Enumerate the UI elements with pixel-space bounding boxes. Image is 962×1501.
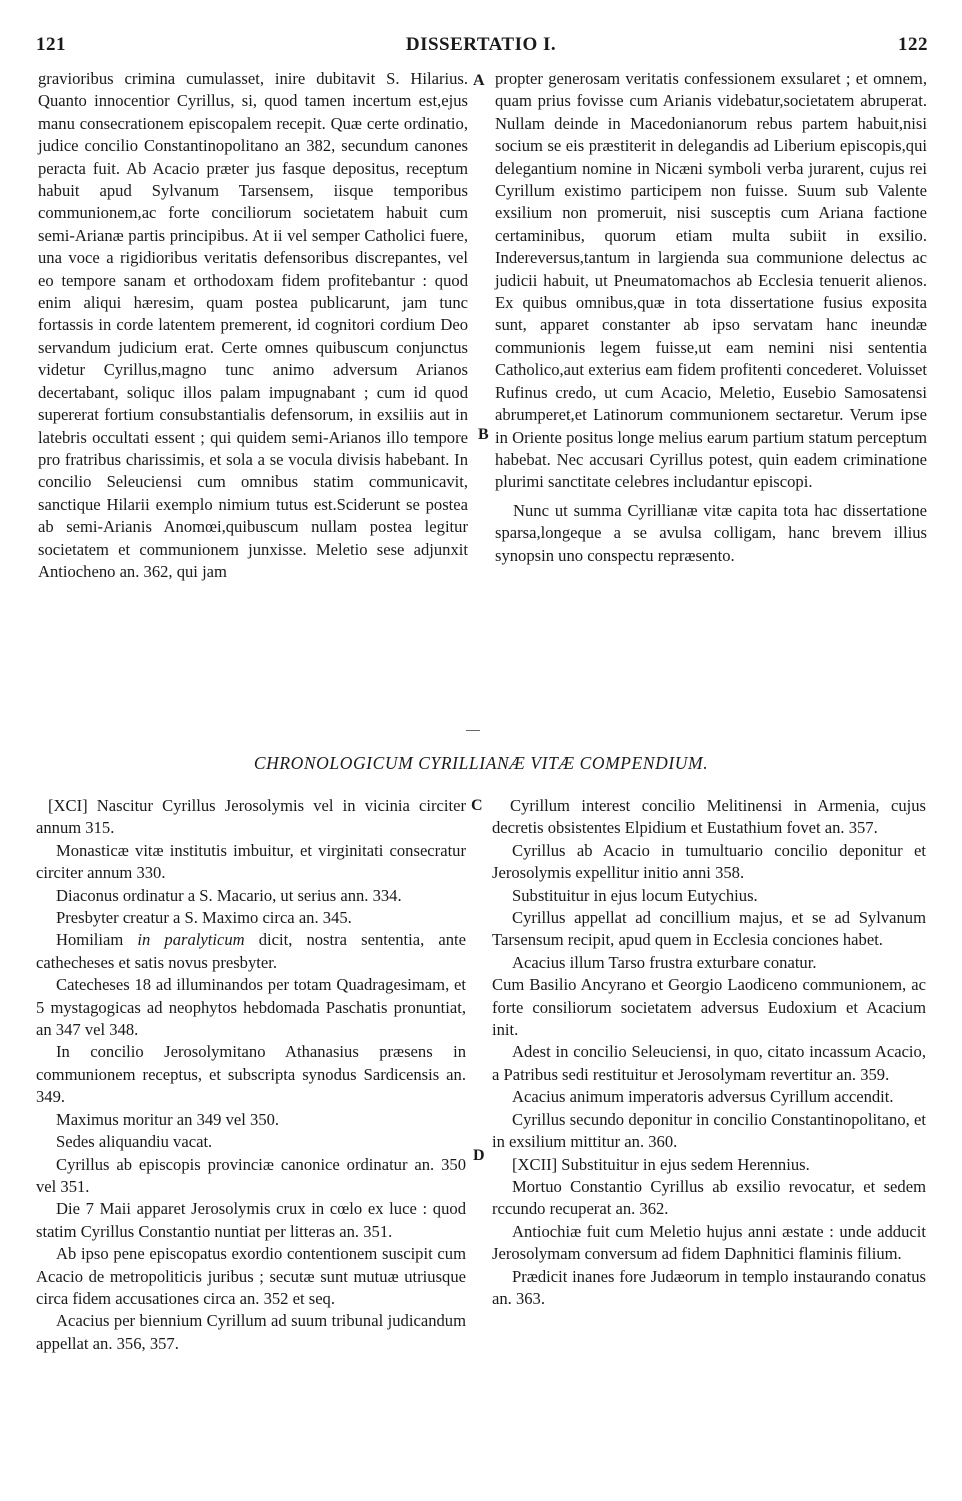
chronology-entry: Cyrillus secundo deponitur in concilio Constantinopolitano, et in exsilium mittitur an. 360. [492, 1109, 926, 1152]
chronology-entry-homily [36, 929, 466, 974]
chronology-entry: [XCI] Nascitur Cyrillus Jerosolymis vel in vicinia circiter annum 315. [36, 796, 466, 838]
paragraph: Nunc ut summa Cyrillianæ vitæ capita tota hac dissertatione sparsa,longeque a se avulsa colligam, hanc brevem illius synopsin uno conspectu repræsento. [495, 500, 927, 565]
chronology-entry: Cyrillus appellat ad concillium majus, et se ad Sylvanum Tarsensum recipit, apud quem in Ecclesia conciones habet. [492, 908, 926, 950]
chronology-entry: Monasticæ vitæ institutis imbuitur, et virginitati consecratur circiter annum 330. [36, 840, 466, 883]
chronology-entry: Acacius illum Tarso frustra exturbare conatur. [512, 952, 817, 972]
margin-marker-a: A [473, 72, 485, 89]
page-number-right: 122 [898, 34, 928, 55]
chronology-entry: Prædicit inanes fore Judæorum in templo instaurando conatus an. 363. [492, 1266, 926, 1308]
chronology-entry: Adest in concilio Seleuciensi, in quo, citato incassum Acacio, a Patribus sedi restituitur et Jerosolymam revertitur an. 359. [492, 1042, 926, 1084]
chronology-entry: Die 7 Maii apparet Jerosolymis crux in cœlo ex luce : quod statim Cyrillus Constantio nuntiat per litteras an. 351. [36, 1199, 466, 1241]
margin-marker-d: D [473, 1147, 485, 1164]
chronology-entry: Acacius per biennium Cyrillum ad suum tribunal judicandum appellat an. 356, 357. [36, 1311, 466, 1353]
chronology-entry: Cyrillus ab Acacio in tumultuario concilio deponitur et Jerosolymis expellitur initio anni 358. [492, 840, 926, 883]
chronology-entry: Cum Basilio Ancyrano et Georgio Laodiceno communionem, ac forte consiliorum societatem adversus Eudoxium et Acacium init. [492, 975, 926, 1040]
chronology-entry: Presbyter creatur a S. Maximo circa an. 345. [56, 908, 352, 928]
homily-text-after: dicit, nostra sententia, ante cathecheses et satis novus presbyter. [36, 930, 466, 972]
chronology-entry: Sedes aliquandiu vacat. [56, 1132, 213, 1152]
section-title: CHRONOLOGICUM CYRILLIANÆ VITÆ COMPENDIUM. [253, 753, 709, 773]
page-number-left: 121 [36, 34, 66, 55]
chronology-entry: Cyrillum interest concilio Melitinensi in Armenia, cujus decretis obsistentes Elpidium et Eustathium fovet an. 357. [492, 796, 926, 838]
chronology-entry: Acacius animum imperatoris adversus Cyrillum accendit. [512, 1087, 894, 1107]
chronology-right-column [492, 795, 926, 1310]
top-left-column [38, 68, 468, 583]
chronology-entry: [XCII] Substituitur in ejus sedem Herennius. [512, 1154, 810, 1174]
paragraph: propter generosam veritatis confessionem exsularet ; et omnem, quam prius fovisse cum Arianis videbatur,societatem abruperat. Nullam deinde in Macedonianorum rebus partem habuit,nisi socium se eis præstiterit in delegandis ad Liberium episcopis,qui delegantium nomine in Nicæni symboli verba jurarent, cujus rei Cyrillum existimo participem non fuisse. Suum sub Valente exsilium non promeruit, nisi susceptis cum Ariana factione certaminibus, quorum etiam multa subiit in exsilio. Indereversus,tantum in largienda sua communione delectus ac judicii habuit, ut Pneumatomachos ab Ecclesia tenuerit alienos. Ex quibus omnibus,quæ in tota dissertatione fusius exposita sunt, apparet constanter ab ipso servatam hanc ineundæ communionis legem fuisse,ut eam nemini nisi sententia Catholico,aut exterius eam fidem profitenti concederet. Voluisset Rufinus credo, ut cum Acacio, Meletio, Eusebio Samosatensi abrumperet,et Latinorum communionem sectaretur. Verum ipse in Oriente positus longe melius earum partium statum perceptum habebat. Nec accusari Cyrillus potest, quin eadem criminatione plurimi sanctitate celebres includantur episcopi. [495, 69, 927, 492]
chronology-entry: Catecheses 18 ad illuminandos per totam Quadragesimam, et 5 mystagogicas ad neophytos hebdomada Paschatis pronuntiat, an 347 vel 348. [36, 975, 466, 1040]
chronology-entry: Mortuo Constantio Cyrillus ab exsilio revocatur, et sedem rccundo recuperat an. 362. [492, 1176, 926, 1219]
homily-text-before: Homiliam [56, 930, 138, 950]
homily-title: in paralyticum [137, 930, 245, 950]
chronology-entry: Maximus moritur an 349 vel 350. [56, 1109, 280, 1129]
margin-marker-b: B [478, 426, 489, 443]
top-right-column [495, 68, 927, 567]
running-title: DISSERTATIO I. [405, 34, 557, 55]
chronology-entry: Cyrillus ab episcopis provinciæ canonice ordinatur an. 350 vel 351. [36, 1154, 466, 1196]
chronology-left-column [36, 795, 466, 1355]
chronology-entry: Ab ipso pene episcopatus exordio contentionem suscipit cum Acacio de metropoliticis juribus ; secutæ sunt mutuæ utriusque circa fidem accusationes circa an. 352 et seq. [36, 1244, 466, 1308]
chronology-entry: In concilio Jerosolymitano Athanasius præsens in communionem receptus, et subscripta synodus Sardicensis an. 349. [36, 1042, 466, 1107]
separator-dash [466, 730, 480, 731]
chronology-entry: Substituitur in ejus locum Eutychius. [512, 885, 758, 905]
chronology-entry: Antiochiæ fuit cum Meletio hujus anni æstate : unde adducit Jerosolymam conversum ad fidem Daphnitici flaminis filium. [492, 1221, 926, 1264]
running-header [30, 34, 932, 62]
chronology-entry: Diaconus ordinatur a S. Macario, ut serius ann. 334. [56, 885, 402, 905]
margin-marker-c: C [471, 797, 483, 814]
paragraph: gravioribus crimina cumulasset, inire dubitavit S. Hilarius. Quanto innocentior Cyrillus, si, quod tamen incertum est,ejus manu consecrationem episcopalem recepit. Quæ certe ordinatio, judice concilio Constantinopolitano an 382, secundum canones peracta fuit. Ab Acacio præter jus fasque depositus, receptum habuit apud Sylvanum Tarsensem, iisque temporibus communionem,ac forte conciliorum societatem habuit cum semi-Arianæ partis principibus. At ii vel semper Catholici fuere, una voce a rigidioribus veritatis defensoribus discrepantes, vel eo tempore sanam et orthodoxam fidem profitebantur : quod enim aliqui hæresim, quam postea publicarunt, jam tunc fortassis in corde latentem premerent, id cognitori cordium Deo servandum judicium erat. Certe omnes quibuscum conjunctus videtur Cyrillus,magno tunc animo adversum Arianos decertabant, soliquc illos palam impugnabant ; cum id quod supererat fortium consubstantialis defensorum, in exsiliis aut in latebris occultati essent ; qui quidem semi-Arianos illo tempore pro fratribus charissimis, et sola a se vocula divisis habebant. In concilio Seleuciensi cum omnibus statim communicavit, sanctique Hilarii exemplo nimium tutus est.Sciderunt se postea ab semi-Arianis Anomœi,quibuscum nullam postea legitur societatem et communionem junxisse. Meletio sese adjunxit Antiocheno an. 362, qui jam [38, 69, 468, 581]
